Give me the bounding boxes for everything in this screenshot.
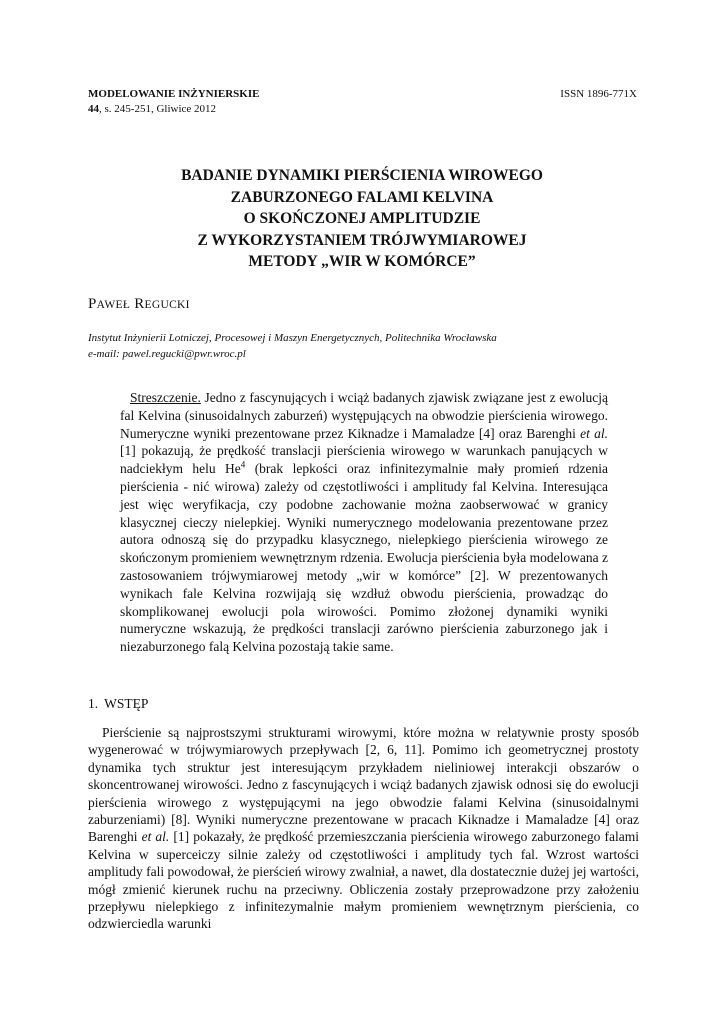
issn: ISSN 1896-771X bbox=[560, 88, 637, 100]
title-line: Z WYKORZYSTANIEM TRÓJWYMIAROWEJ bbox=[197, 231, 527, 249]
section-heading bbox=[88, 696, 148, 712]
author-last-rest: EGUCKI bbox=[144, 299, 190, 311]
author-first-initial: P bbox=[88, 296, 97, 312]
section-title: WSTĘP bbox=[104, 696, 149, 711]
body-part: [1] pokazały, że prędkość przemieszczania pierścienia wirowego zaburzonego falami Kelvina w superceiczy silnie zależy od częstotliwości i amplitudy tych fal. Wzrost wartości amplitudy fali powodował, że pierścień wirowy zwalniał, a nawet, dla dostatecznie dużej jej wartości, mógł zmienić kierunek ruchu na przeciwny. Obliczenia zostały przeprowadzone przy założeniu przepływu nielepkiego z infinitezymalnie małym promieniem wewnętrznym pierścienia, co odzwierciedla warunki bbox=[88, 829, 639, 932]
abstract-part: Jedno z fascynujących i wciąż badanych zjawisk związane jest z ewolucją fal Kelvina (sinusoidalnych zaburzeń) występujących na obwodzie pierścienia wirowego. Numeryczne wyniki prezentowane przez Kiknadze i Mamaladze [4] oraz Barenghi bbox=[120, 390, 608, 441]
section-number: 1. bbox=[88, 696, 99, 711]
abstract-etal: et al. bbox=[580, 425, 608, 441]
author-email: e-mail: pawel.regucki@pwr.wroc.pl bbox=[88, 347, 246, 360]
affiliation: Instytut Inżynierii Lotniczej, Procesowej i Maszyn Energetycznych, Politechnika Wrocławska bbox=[88, 332, 497, 344]
journal-pages: , s. 245-251, Gliwice 2012 bbox=[99, 103, 217, 115]
abstract bbox=[120, 389, 608, 656]
abstract-part: (brak lepkości oraz infinitezymalnie mały promień rdzenia pierścienia - nić wirowa) zależy od częstotliwości i amplitudy fal Kelvina. Interesująca jest więc weryfikacja, czy podobne zachowanie można zaobserwować w granicy klasycznej cieczy nielepkiej. Wyniki numerycznego modelowania prezentowane przez autora odnoszą się do przypadku klasycznego, nielepkiego pierścienia wirowego ze skończonym promieniem wewnętrznym rdzenia. Ewolucja pierścienia była modelowana z zastosowaniem trójwymiarowej metody „wir w komórce” [2]. W prezentowanych wynikach fale Kelvina rozwijają się wzdłuż obwodu pierścienia, prowadząc do skomplikowanej ewolucji pola wirowości. Pomimo złożonej dynamiki wyniki numeryczne wskazują, że prędkości translacji zarówno pierścienia zaburzonego jak i niezaburzonego falą Kelvina pozostają takie same. bbox=[120, 461, 608, 655]
title-line: ZABURZONEGO FALAMI KELVINA bbox=[230, 188, 494, 206]
title-line: METODY „WIR W KOMÓRCE” bbox=[248, 253, 476, 270]
abstract-text bbox=[120, 389, 608, 656]
journal-issue bbox=[88, 102, 259, 117]
body-etal: et al. bbox=[141, 829, 170, 845]
author-name bbox=[88, 296, 190, 313]
body-part: Pierścienie są najprostszymi strukturami wirowymi, które można w relatywnie prosty sposób wygenerować w trójwymiarowych przepływach [2, 6, 11]. Pomimo ich geometrycznej prostoty dynamika tych struktur jest interesującym przykładem nieliniowej interakcji obszarów o skoncentrowanej wirowości. Jedno z fascynujących i wciąż badanych zjawisk odnosi się do ewolucji pierścienia wirowego z występującymi na jego obwodzie falami Kelvina (sinusoidalnymi zaburzeniami) [8]. Wyniki numeryczne prezentowane w pracach Kiknadze i Mamaladze [4] oraz Barenghi bbox=[88, 725, 639, 845]
abstract-part: [1] pokazują, że prędkość translacji pierścienia wirowego w warunkach panujących w nadciekłym helu He bbox=[120, 443, 608, 477]
journal-header bbox=[88, 87, 259, 117]
author-first-rest: AWEŁ bbox=[96, 299, 131, 311]
affiliation-block bbox=[88, 331, 497, 362]
title-line: O SKOŃCZONEJ AMPLITUDZIE bbox=[243, 210, 481, 227]
journal-name: MODELOWANIE INŻYNIERSKIE bbox=[88, 88, 260, 100]
author-last-initial: R bbox=[134, 296, 145, 312]
paper-title bbox=[88, 165, 636, 273]
journal-volume: 44 bbox=[88, 103, 99, 115]
title-line: BADANIE DYNAMIKI PIERŚCIENIA WIROWEGO bbox=[181, 167, 543, 184]
abstract-label: Streszczenie. bbox=[130, 390, 201, 405]
body-paragraph bbox=[88, 724, 639, 933]
helium-superscript: 4 bbox=[240, 459, 246, 470]
